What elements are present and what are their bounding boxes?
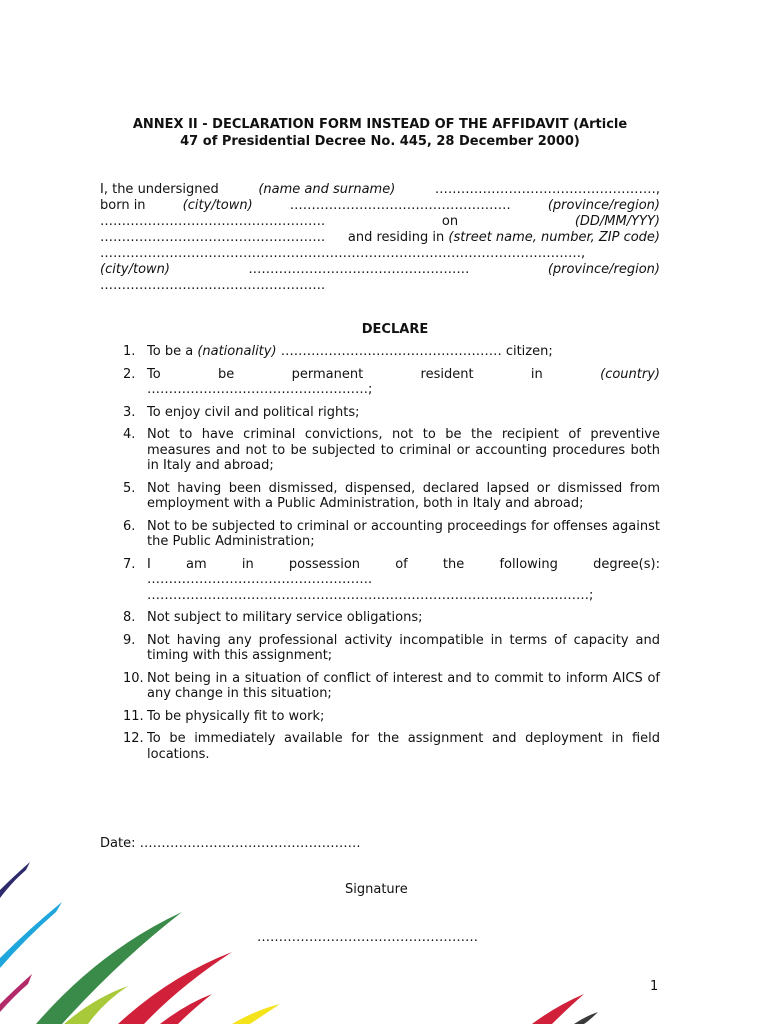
list-item: 9. Not having any professional activity incompatible in terms of capacity and timing with this assignment; (123, 632, 660, 663)
list-item: 3. To enjoy civil and political rights; (123, 404, 360, 420)
list-item: 7. I am in possession of the following degree(s): ……………………………………………. …………………………………………………………………………………………; (123, 556, 660, 603)
list-item: 2. To be permanent resident in (country) ……………………………………………; (123, 366, 660, 397)
list-item: 8. Not subject to military service obligations; (123, 610, 423, 625)
residing-in-text: and residing in (347, 230, 445, 245)
residence-city-label: (city/town) (100, 262, 170, 277)
residence-province-label: (province/region) (547, 262, 660, 277)
birth-province-field[interactable]: ……………………………………………. (100, 214, 326, 229)
date-format-label: (DD/MM/YYY) (574, 214, 660, 229)
list-item: 1. To be a (nationality) …………………………………………… citizen; (123, 344, 553, 359)
red-stroke-left (118, 952, 232, 1024)
dark-stroke (574, 1012, 598, 1024)
nationality-field[interactable]: …………………………………………… citizen; (280, 344, 553, 359)
declaration-list (100, 344, 660, 769)
list-item: 4. Not to have criminal convictions, not to be the recipient of preventive measures and not to be subjected to criminal or accounting procedures both in Italy and abroad; (123, 427, 660, 473)
intro-line-1 (100, 182, 660, 198)
name-field[interactable]: ……………………………………………, (434, 182, 660, 197)
yellow-stroke (232, 1004, 280, 1024)
red-stroke-right (532, 994, 584, 1024)
on-text: on (441, 214, 459, 229)
magenta-stroke (0, 974, 32, 1012)
intro-line-4 (100, 230, 660, 246)
country-label: (country) (600, 366, 660, 382)
list-item: 10. Not being in a situation of conflict of interest and to commit to inform AICS of any change in this situation; (123, 670, 660, 701)
decorative-brush-strokes (0, 840, 600, 1024)
list-item: 11. To be physically fit to work; (123, 708, 325, 724)
list-item: 5. Not having been dismissed, dispensed, declared lapsed or dismissed from employment with a Public Administration, both in Italy and abroad; (123, 480, 660, 511)
list-item: 12. To be immediately available for the assignment and deployment in field locations. (123, 731, 660, 762)
country-field[interactable]: ……………………………………………; (147, 382, 373, 397)
document-title (100, 116, 660, 150)
degree-field-2[interactable]: …………………………………………………………………………………………; (147, 587, 594, 603)
province-region-label: (province/region) (547, 198, 660, 213)
intro-text: I, the undersigned (100, 182, 219, 197)
navy-stroke (0, 862, 30, 898)
residence-province-field[interactable]: ……………………………………………. (100, 278, 326, 293)
page-number: 1 (650, 979, 659, 994)
date-field[interactable]: Date: …………………………………………… (100, 836, 361, 851)
birth-city-field[interactable]: …………………………………………… (289, 198, 511, 213)
street-label: (street name, number, ZIP code) (448, 230, 660, 245)
intro-line-2 (100, 198, 660, 214)
declare-heading: DECLARE (361, 322, 429, 337)
intro-line-6 (100, 262, 660, 278)
intro-line-5 (100, 246, 660, 262)
birth-date-field[interactable]: ……………………………………………. (100, 230, 326, 245)
name-and-surname-label: (name and surname) (258, 182, 396, 197)
nationality-label: (nationality) (197, 344, 277, 359)
residence-city-field[interactable]: …………………………………………… (248, 262, 470, 277)
born-in-text: born in (100, 198, 146, 213)
title-line-2: 47 of Presidential Decree No. 445, 28 December 2000) (180, 134, 580, 149)
list-item: 6. Not to be subjected to criminal or accounting proceedings for offenses against the Public Administration; (123, 518, 660, 549)
city-town-label: (city/town) (182, 198, 253, 213)
intro-line-7 (100, 278, 660, 294)
intro-line-3 (100, 214, 660, 230)
degree-field-1[interactable]: ……………………………………………. (147, 572, 373, 587)
cyan-stroke (0, 902, 62, 968)
street-field[interactable]: …………………………………………………………………………………………………, (100, 246, 586, 261)
signature-field[interactable]: …………………………………………… (257, 930, 478, 945)
signature-label: Signature (345, 882, 408, 897)
declarant-details (100, 182, 660, 294)
title-line-1: ANNEX II - DECLARATION FORM INSTEAD OF THE AFFIDAVIT (Article (132, 117, 628, 132)
